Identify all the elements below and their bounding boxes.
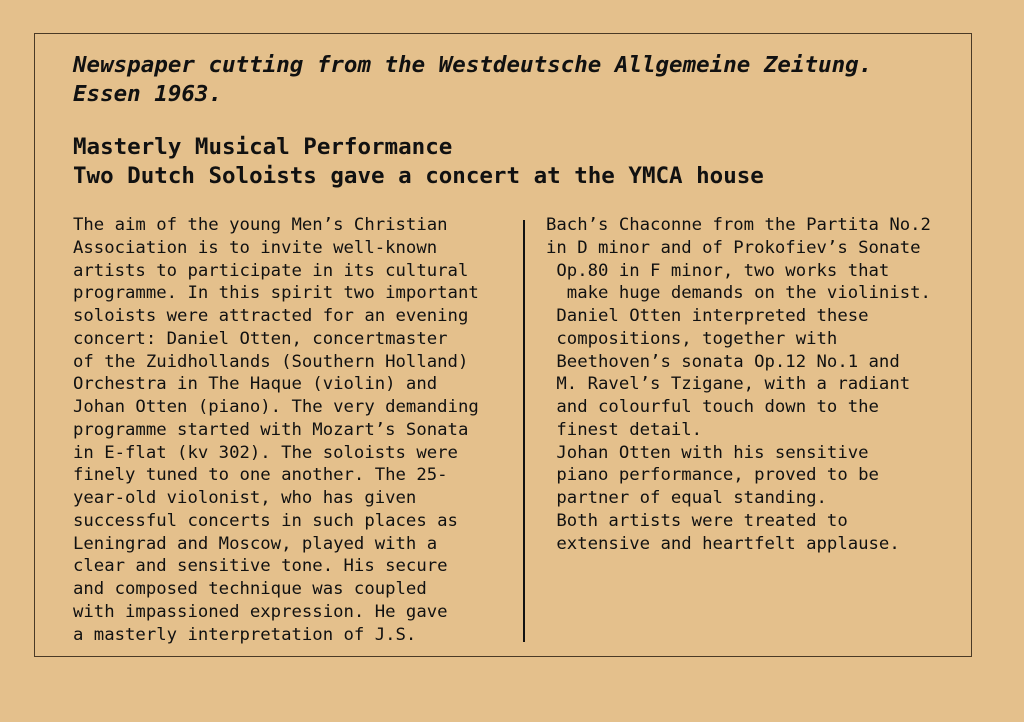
text-line: Op.80 in F minor, two works that xyxy=(546,260,890,281)
text-line: Bach’s Chaconne from the Partita No.2 xyxy=(546,215,931,235)
headline-subtitle: Two Dutch Soloists gave a concert at the YMCA house xyxy=(73,163,764,189)
text-line: in E-flat (kv 302). The soloists were xyxy=(73,442,458,463)
text-line: programme. In this spirit two important xyxy=(73,283,479,304)
text-line: of the Zuidhollands (Southern Holland) xyxy=(73,351,469,372)
text-line: extensive and heartfelt applause. xyxy=(546,533,900,554)
headline-title: Masterly Musical Performance xyxy=(73,134,453,160)
text-line: Beethoven’s sonata Op.12 No.1 and xyxy=(546,351,900,372)
text-line: The aim of the young Men’s Christian xyxy=(73,215,448,235)
text-line: year-old violonist, who has given xyxy=(73,488,417,508)
text-line: partner of equal standing. xyxy=(546,488,827,508)
headline xyxy=(73,133,764,191)
text-line: Leningrad and Moscow, played with a xyxy=(73,533,438,554)
text-line: clear and sensitive tone. His secure xyxy=(73,556,448,577)
text-line: concert: Daniel Otten, concertmaster xyxy=(73,328,448,349)
text-line: finely tuned to one another. The 25- xyxy=(73,465,448,486)
source-line: Essen 1963. xyxy=(73,81,223,107)
text-line: piano performance, proved to be xyxy=(546,465,879,486)
text-line: Both artists were treated to xyxy=(546,510,848,531)
text-line: make huge demands on the violinist. xyxy=(546,283,931,304)
text-line: soloists were attracted for an evening xyxy=(73,306,469,326)
text-line: with impassioned expression. He gave xyxy=(73,601,448,622)
source-line: Newspaper cutting from the Westdeutsche Allgemeine Zeitung. xyxy=(73,52,873,78)
right-column xyxy=(546,214,931,555)
text-line: and colourful touch down to the xyxy=(546,397,879,417)
text-line: a masterly interpretation of J.S. xyxy=(73,624,417,645)
text-line: compositions, together with xyxy=(546,328,838,349)
source-note xyxy=(73,51,872,109)
text-line: successful concerts in such places as xyxy=(73,510,458,531)
column-divider xyxy=(523,220,525,642)
text-line: Orchestra in The Haque (violin) and xyxy=(73,374,438,395)
text-line: M. Ravel’s Tzigane, with a radiant xyxy=(546,374,911,395)
text-line: finest detail. xyxy=(546,419,703,440)
text-line: Daniel Otten interpreted these xyxy=(546,306,869,326)
text-line: and composed technique was coupled xyxy=(73,579,427,599)
text-line: Johan Otten with his sensitive xyxy=(546,442,869,463)
left-column xyxy=(73,214,479,646)
text-line: programme started with Mozart’s Sonata xyxy=(73,419,469,440)
text-line: artists to participate in its cultural xyxy=(73,260,469,281)
text-line: Johan Otten (piano). The very demanding xyxy=(73,397,479,417)
text-line: Association is to invite well-known xyxy=(73,237,438,258)
text-line: in D minor and of Prokofiev’s Sonate xyxy=(546,237,921,258)
